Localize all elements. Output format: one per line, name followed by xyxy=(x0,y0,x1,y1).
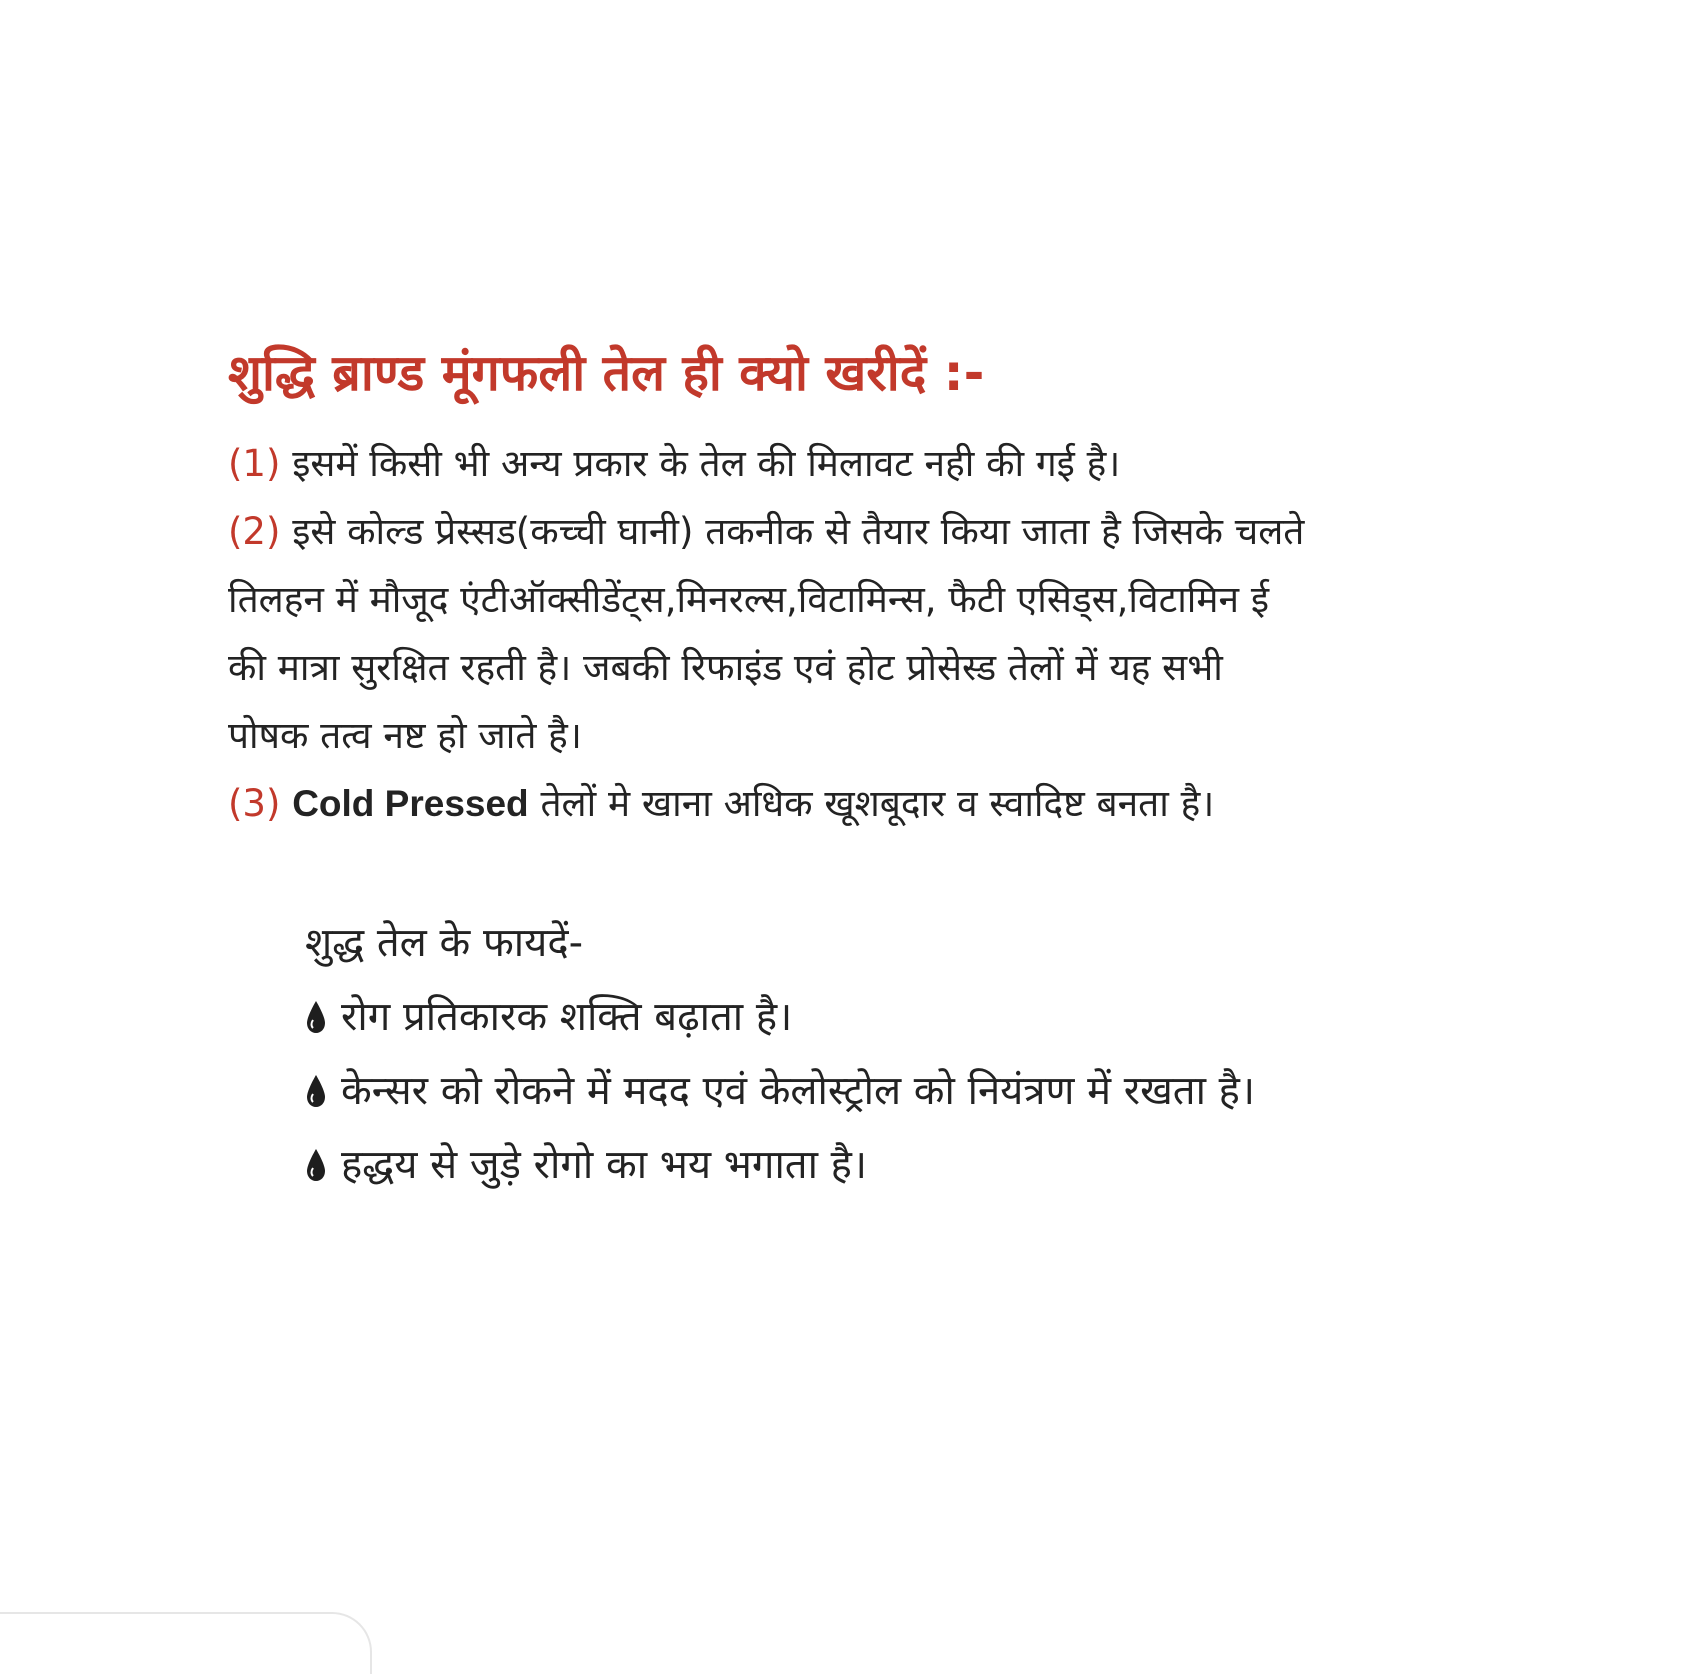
points-list xyxy=(228,430,1428,838)
point-text: तेलों मे खाना अधिक खूशबूदार व स्वादिष्ट बनता है। xyxy=(540,782,1215,825)
point-2-continuation: पोषक तत्व नष्ट हो जाते है। xyxy=(228,714,582,757)
benefit-item xyxy=(305,1054,1505,1128)
point-latin-text: Cold Pressed xyxy=(292,783,529,824)
point-1 xyxy=(228,430,1428,498)
point-number: (2) xyxy=(228,510,281,553)
benefit-text: हद्धय से जुड़े रोगो का भय भगाता है। xyxy=(341,1142,868,1188)
benefit-text: रोग प्रतिकारक शक्ति बढ़ाता है। xyxy=(341,994,793,1040)
benefit-text: केन्सर को रोकने में मदद एवं केलोस्ट्रोल को नियंत्रण में रखता है। xyxy=(341,1068,1256,1114)
corner-divider xyxy=(0,1612,372,1674)
oil-drop-icon xyxy=(305,1074,327,1108)
point-text: इसे कोल्ड प्रेस्सड(कच्ची घानी) तकनीक से तैयार किया जाता है जिसके चलते xyxy=(292,510,1305,553)
point-2-continuation: तिलहन में मौजूद एंटीऑक्सीडेंट्स,मिनरल्स,विटामिन्स, फैटी एसिड्स,विटामिन ई xyxy=(228,578,1269,621)
point-2 xyxy=(228,498,1428,566)
point-3 xyxy=(228,770,1428,838)
point-number: (1) xyxy=(228,442,281,485)
benefits-title: शुद्ध तेल के फायदें- xyxy=(305,920,584,966)
benefit-item xyxy=(305,1128,1505,1202)
section-heading: शुद्धि ब्राण्ड मूंगफली तेल ही क्यो खरीदें :- xyxy=(228,344,985,402)
oil-drop-icon xyxy=(305,1148,327,1182)
point-2-continuation: की मात्रा सुरक्षित रहती है। जबकी रिफाइंड एवं होट प्रोसेस्ड तेलों में यह सभी xyxy=(228,646,1223,689)
benefits-section xyxy=(305,906,1505,1202)
point-number: (3) xyxy=(228,782,281,825)
oil-drop-icon xyxy=(305,1000,327,1034)
benefit-item xyxy=(305,980,1505,1054)
point-text: इसमें किसी भी अन्य प्रकार के तेल की मिलावट नही की गई है। xyxy=(292,442,1121,485)
